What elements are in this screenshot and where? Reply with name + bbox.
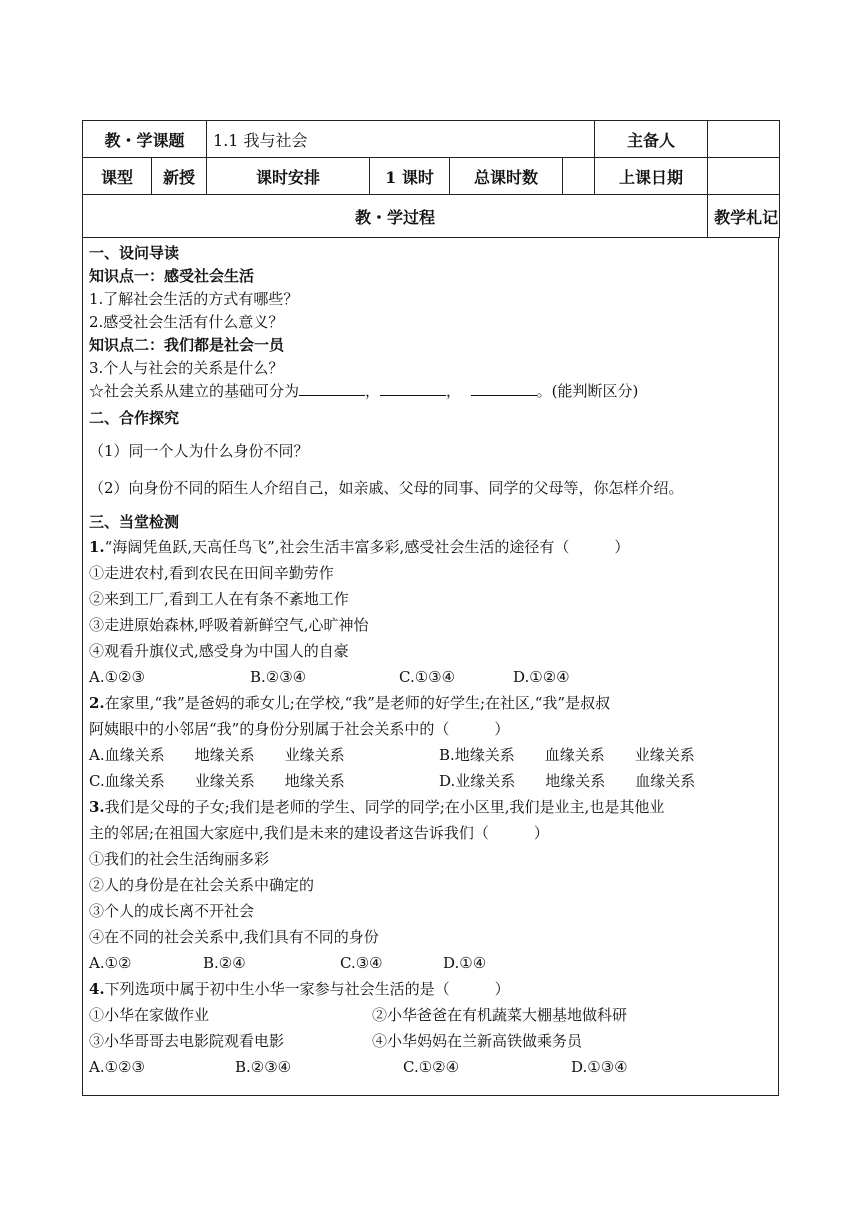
answer-options [89, 742, 778, 768]
option-c[interactable]: C.①③④ [399, 668, 456, 686]
statement: ①我们的社会生活绚丽多彩 [89, 850, 270, 868]
statement: ④观看升旗仪式,感受身为中国人的自豪 [89, 642, 349, 660]
answer-blank[interactable] [299, 381, 365, 396]
class-date-value [708, 158, 780, 195]
class-date-label: 上课日期 [595, 158, 708, 195]
notes-heading: 教学札记 [708, 195, 780, 238]
statement: ③小华哥哥去电影院观看电影 [89, 1032, 285, 1050]
question-stem [89, 794, 778, 820]
option-c[interactable]: C.③④ [340, 954, 383, 972]
question-text-cont: 阿姨眼中的小邻居“我”的身份分别属于社会关系中的（ ） [89, 720, 510, 738]
option-c[interactable]: C.①②④ [403, 1058, 460, 1076]
header-row-1 [83, 121, 780, 158]
option-b[interactable]: B.地缘关系 血缘关系 业缘关系 [439, 746, 695, 764]
statement: ①小华在家做作业 [89, 1006, 210, 1024]
statement-pair [89, 1028, 778, 1054]
fill-blank-line [89, 380, 778, 403]
section-heading: 一、设问导读 [89, 244, 180, 262]
explore-line: （1）同一个人为什么身份不同？ [89, 442, 309, 460]
question-text-cont: 主的邻居;在祖国大家庭中,我们是未来的建设者这告诉我们（ ） [89, 824, 549, 842]
knowledge-point-2: 知识点二：我们都是社会一员 [89, 336, 285, 354]
total-hours-value [563, 158, 595, 195]
answer-options [89, 664, 778, 690]
explore-line: （2）向身份不同的陌生人介绍自己，如亲戚、父母的同事、同学的父母等，你怎样介绍。 [89, 479, 684, 497]
question-text: 在家里,“我”是爸妈的乖女儿;在学校,“我”是老师的好学生;在社区,“我”是叔叔 [104, 694, 611, 712]
content-area [82, 238, 779, 1096]
statement: ③走进原始森林,呼吸着新鲜空气,心旷神怡 [89, 616, 369, 634]
statement: ②人的身份是在社会关系中确定的 [89, 876, 315, 894]
answer-blank[interactable] [380, 381, 446, 396]
option-b[interactable]: B.②④ [203, 954, 246, 972]
header-row-2 [83, 158, 780, 195]
answer-options [89, 1054, 778, 1080]
option-d[interactable]: D.①③④ [571, 1058, 628, 1076]
question-line: 1.了解社会生活的方式有哪些？ [89, 290, 299, 308]
preparer-label: 主备人 [595, 121, 708, 158]
option-b[interactable]: B.②③④ [250, 668, 307, 686]
statement: ④小华妈妈在兰新高铁做乘务员 [372, 1032, 583, 1050]
lesson-type-label: 课型 [83, 158, 152, 195]
header-table [82, 120, 780, 238]
question-line: 3.个人与社会的关系是什么？ [89, 359, 284, 377]
knowledge-point-1: 知识点一：感受社会生活 [89, 267, 255, 285]
star-prefix: ☆社会关系从建立的基础可分为 [89, 382, 300, 400]
total-hours-label: 总课时数 [450, 158, 563, 195]
statement: ④在不同的社会关系中,我们具有不同的身份 [89, 928, 379, 946]
separator: ， [365, 382, 381, 400]
question-text: “海阔凭鱼跃,天高任鸟飞”,社会生活丰富多彩,感受社会生活的途径有（ ） [104, 538, 630, 556]
lesson-topic-value: 1.1 我与社会 [207, 121, 595, 158]
answer-options [89, 768, 778, 794]
option-a[interactable]: A.①② [89, 954, 132, 972]
schedule-value: 1 课时 [370, 158, 450, 195]
preparer-value [708, 121, 780, 158]
option-d[interactable]: D.业缘关系 地缘关系 血缘关系 [439, 772, 696, 790]
question-text: 下列选项中属于初中生小华一家参与社会生活的是（ ） [104, 980, 510, 998]
answer-options [89, 950, 778, 976]
section-heading: 三、当堂检测 [89, 513, 180, 531]
lesson-topic-label: 教・学课题 [83, 121, 207, 158]
answer-blank[interactable] [471, 381, 537, 396]
option-d[interactable]: D.①④ [443, 954, 487, 972]
option-b[interactable]: B.②③④ [235, 1058, 292, 1076]
lesson-plan [82, 120, 779, 1096]
star-suffix: 。(能判断区分) [536, 382, 639, 400]
statement: ②小华爸爸在有机蔬菜大棚基地做科研 [372, 1006, 628, 1024]
statement-pair [89, 1002, 778, 1028]
question-stem [89, 690, 778, 716]
option-a[interactable]: A.①②③ [89, 1058, 145, 1076]
option-d[interactable]: D.①②④ [513, 668, 570, 686]
option-a[interactable]: A.血缘关系 地缘关系 业缘关系 [89, 746, 345, 764]
statement: ②来到工厂,看到工人在有条不紊地工作 [89, 590, 349, 608]
question-number: 2. [89, 694, 105, 712]
question-number: 4. [89, 980, 105, 998]
separator: ， [446, 382, 462, 400]
question-text: 我们是父母的子女;我们是老师的学生、同学的同学;在小区里,我们是业主,也是其他业 [104, 798, 665, 816]
option-c[interactable]: C.血缘关系 业缘关系 地缘关系 [89, 772, 345, 790]
statement: ①走进农村,看到农民在田间辛勤劳作 [89, 564, 334, 582]
header-row-3 [83, 195, 780, 238]
option-a[interactable]: A.①②③ [89, 668, 145, 686]
question-stem [89, 976, 778, 1002]
lesson-type-value: 新授 [152, 158, 207, 195]
section-heading: 二、合作探究 [89, 409, 180, 427]
question-number: 3. [89, 798, 105, 816]
process-heading: 教・学过程 [83, 195, 708, 238]
question-line: 2.感受社会生活有什么意义？ [89, 313, 284, 331]
question-stem [89, 534, 778, 560]
statement: ③个人的成长离不开社会 [89, 902, 255, 920]
schedule-label: 课时安排 [207, 158, 370, 195]
question-number: 1. [89, 538, 105, 556]
